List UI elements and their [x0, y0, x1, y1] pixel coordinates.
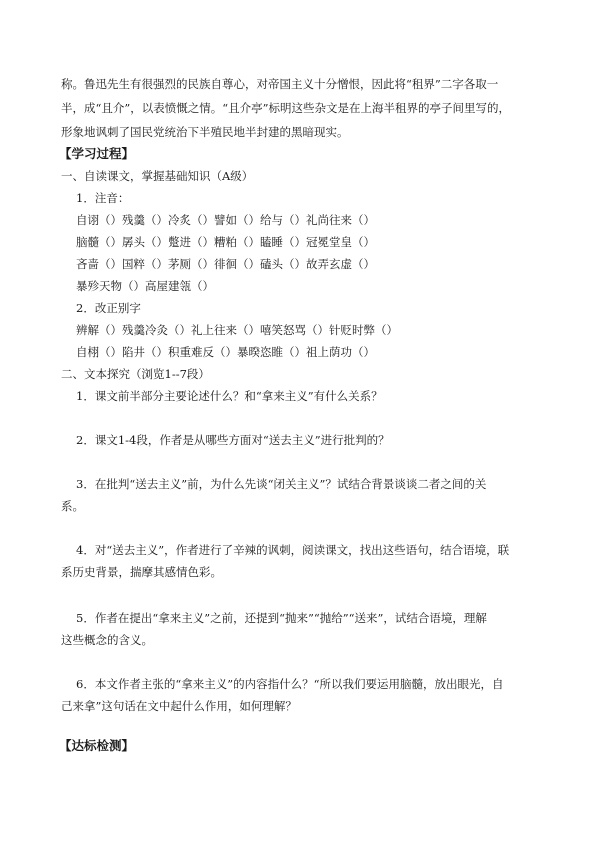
phonetic-row-2: 脑髓（）孱头（）蹩进（）糟粕（）瞌睡（）冠冕堂皇（） [76, 235, 375, 249]
question-3-line-1: 3．在批判“送去主义”前，为什么先谈“闭关主义”？试结合背景谈谈二者之间的关 [76, 477, 487, 491]
question-6-line-1: 6．本文作者主张的“拿来主义”的内容指什么？“所以我们要运用脑髓，放出眼光，自 [76, 677, 504, 691]
section-heading-learning-process: 【学习过程】 [59, 146, 135, 161]
intro-line-1: 称。鲁迅先生有很强烈的民族自尊心，对帝国主义十分憎恨，因此将“租界”二字各取一 [61, 77, 499, 91]
sub2-title: 2．改正别字 [76, 301, 141, 315]
phonetic-row-3: 吝啬（）国粹（）茅厕（）徘徊（）磕头（）故弄玄虚（） [76, 257, 375, 271]
question-1: 1．课文前半部分主要论述什么？和“拿来主义”有什么关系？ [76, 389, 383, 403]
part2-title: 二、文本探究（浏览1--7段） [61, 367, 210, 381]
phonetic-row-1: 自诩（）残羹（）冷炙（）譬如（）给与（）礼尚往来（） [76, 213, 375, 227]
correction-row-1: 辨解（）残羹冷灸（）礼上往来（）嘻笑怒骂（）针贬时弊（） [76, 323, 398, 337]
question-2: 2．课文1-4段，作者是从哪些方面对“送去主义”进行批判的？ [76, 433, 390, 447]
sub1-title: 1．注音： [76, 191, 130, 205]
question-3-line-2: 系。 [61, 499, 84, 513]
question-4-line-1: 4．对“送去主义”，作者进行了辛辣的讽刺，阅读课文，找出这些语句，结合语境，联 [76, 543, 510, 557]
question-5-line-2: 这些概念的含义。 [61, 633, 153, 647]
correction-row-2: 自栩（）陷井（）积重难反（）暴暌恣睢（）祖上荫功（） [76, 345, 375, 359]
question-4-line-2: 系历史背景，揣摩其感情色彩。 [61, 565, 222, 579]
phonetic-row-4: 暴殄天物（）高屋建瓴（） [76, 279, 214, 293]
intro-line-2: 半，成“且介”，以表愤慨之情。“且介亭”标明这些杂文是在上海半租界的亭子间里写的， [61, 101, 511, 115]
intro-line-3: 形象地讽刺了国民党统治下半殖民地半封建的黑暗现实。 [61, 125, 349, 139]
question-5-line-1: 5．作者在提出“拿来主义”之前，还提到“抛来”“抛给”“送来”，试结合语境，理解 [76, 611, 487, 625]
part1-title: 一、自读课文，掌握基础知识（A级） [61, 169, 254, 183]
section-heading-assessment: 【达标检测】 [59, 738, 135, 753]
question-6-line-2: 己来拿”这句话在文中起什么作用，如何理解？ [61, 699, 297, 713]
